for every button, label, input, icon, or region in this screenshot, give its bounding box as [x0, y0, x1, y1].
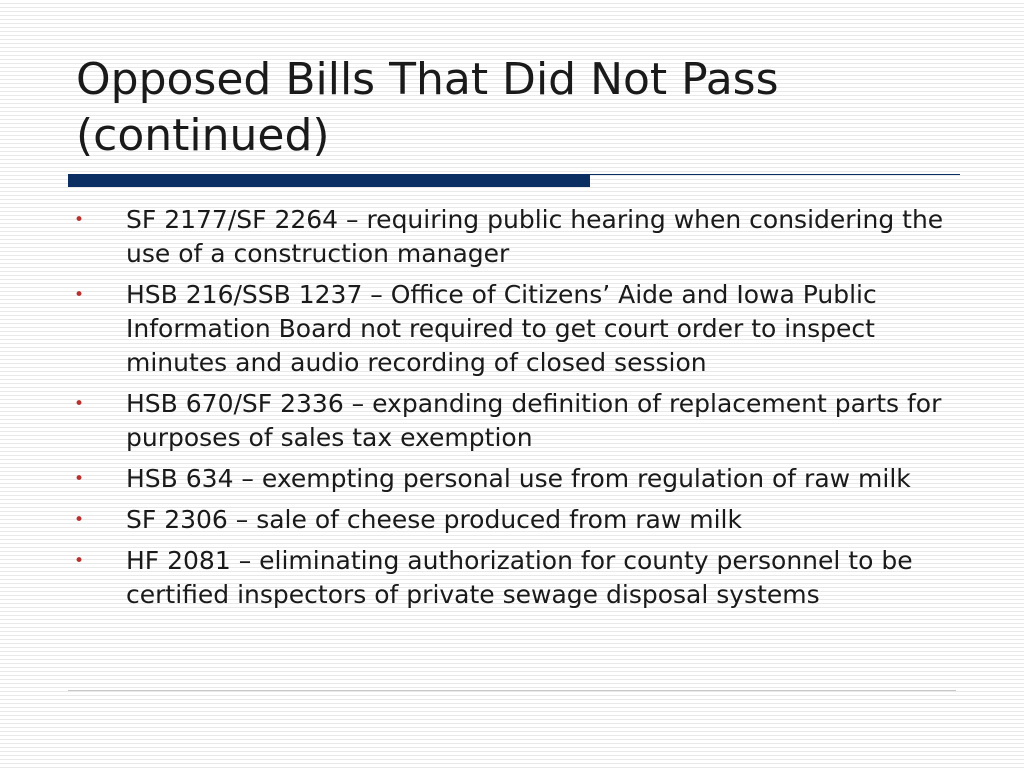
- slide-title: [76, 52, 956, 164]
- bottom-divider: [68, 690, 956, 691]
- slide-title-line-2: (continued): [76, 110, 330, 161]
- bullet-item: [72, 387, 952, 455]
- bullet-marker-icon: •: [74, 510, 85, 530]
- bullet-item: [72, 462, 952, 496]
- bullet-text: HSB 670/SF 2336 – expanding definition of replacement parts for purposes of sales tax exemption: [126, 389, 942, 452]
- bullet-marker-icon: •: [74, 285, 85, 305]
- slide-title-line-1: Opposed Bills That Did Not Pass: [76, 54, 779, 105]
- bullet-item: [72, 203, 952, 271]
- title-underline-accent-bar: [68, 174, 590, 187]
- bullet-text: SF 2177/SF 2264 – requiring public hearing when considering the use of a construction manager: [126, 205, 944, 268]
- bullet-item: [72, 544, 952, 612]
- bullet-item: [72, 278, 952, 380]
- bullet-list: [72, 203, 952, 619]
- bullet-text: HSB 216/SSB 1237 – Office of Citizens’ Aide and Iowa Public Information Board not required to get court order to inspect minutes and audio recording of closed session: [126, 280, 877, 377]
- bullet-marker-icon: •: [74, 210, 85, 230]
- bullet-marker-icon: •: [74, 469, 85, 489]
- bullet-text: HSB 634 – exempting personal use from regulation of raw milk: [126, 464, 911, 493]
- bullet-marker-icon: •: [74, 551, 85, 571]
- bullet-text: HF 2081 – eliminating authorization for county personnel to be certified inspectors of private sewage disposal systems: [126, 546, 913, 609]
- bullet-marker-icon: •: [74, 394, 85, 414]
- bullet-text: SF 2306 – sale of cheese produced from raw milk: [126, 505, 742, 534]
- bullet-item: [72, 503, 952, 537]
